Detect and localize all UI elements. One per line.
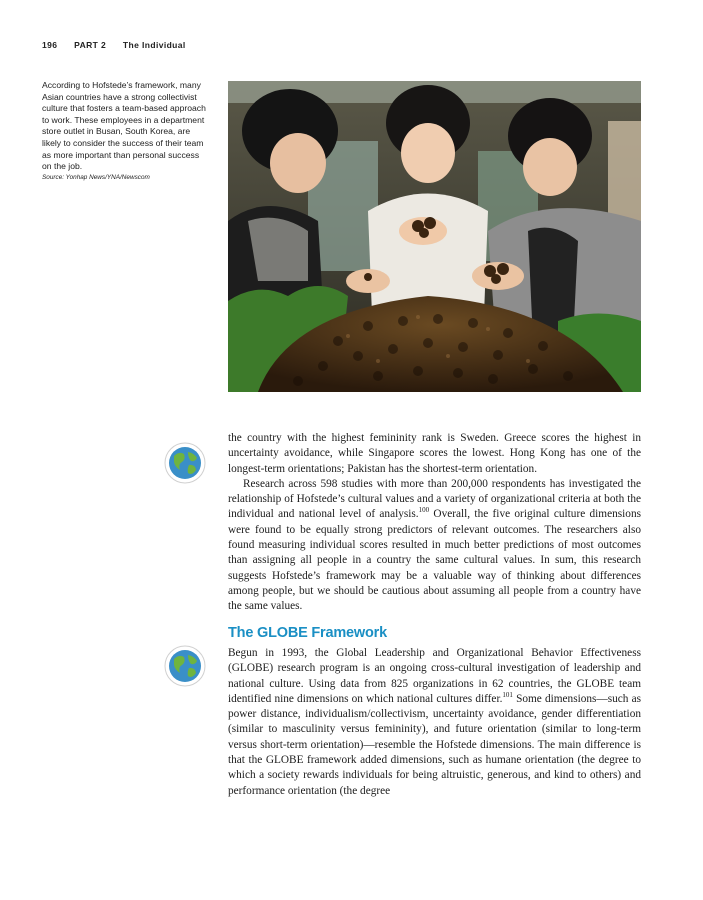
section2-text (228, 646, 641, 799)
page-number: 196 (42, 40, 58, 50)
paragraph-3: Begun in 1993, the Global Leadership and Organizational Behavior Effectiveness (GLOBE) research program is an ongoing cross-cultural investigation of leadership and national culture. Using data from 825 organizations in 62 countries, the GLOBE team identified nine dimensions on which national cultures differ.$^{101}$ Some dimensions—such as power distance, individualism/collectivism, uncertainty avoidance, gender differentiation (similar to masculinity versus femininity), and future orientation (similar to long-term versus short-term orientation)—resemble the Hofstede dimensions. The main difference is that the GLOBE framework added dimensions, such as humane orientation (the degree to which a society rewards individuals for being altruistic, generous, and kind to others) and performance orientation (the degree (228, 647, 641, 797)
globe-icon (164, 645, 206, 687)
caption-text: According to Hofstede’s framework, many Asian countries have a strong collectivist culture that fosters a team-based approach to work. These employees in a department store outlet in Busan, South Korea, are likely to consider the success of their team as more important than personal success on the job. (42, 80, 206, 172)
footnote-ref: 101 (502, 691, 513, 700)
part-title: The Individual (122, 40, 186, 50)
running-header (42, 40, 200, 50)
paragraph-1: the country with the highest femininity rank is Sweden. Greece scores the highest in uncertainty avoidance, while Singapore scores the lowest. Hong Kong has one of the longest-term orientations; Pakistan has the shortest-term orientation. (228, 432, 641, 475)
section-heading: The GLOBE Framework (228, 625, 387, 641)
photo-shoppers-with-snails (228, 81, 641, 392)
footnote-ref: 100 (418, 506, 430, 515)
part-label: PART 2 (74, 40, 107, 50)
paragraph-2: Research across 598 studies with more than 200,000 respondents has investigated the relationship of Hofstede’s cultural values and a variety of organizational criteria at both the individual and national level of analysis.$^{100}$ Overall, the five original culture dimensions were found to be equally strong predictors of relevant outcomes. The researchers also found measuring individual scores resulted in much better predictions of most outcomes than assigning all people in a country the same cultural values. In sum, this research suggests Hofstede’s framework may be a valuable way of thinking about differences among people, but we should be cautious about assuming all people from a country have the same values. (228, 477, 641, 613)
photo-caption (42, 80, 210, 183)
caption-source: Source: Yonhap News/YNA/Newscom (42, 173, 150, 181)
section1-text (228, 431, 641, 615)
globe-icon (164, 442, 206, 484)
